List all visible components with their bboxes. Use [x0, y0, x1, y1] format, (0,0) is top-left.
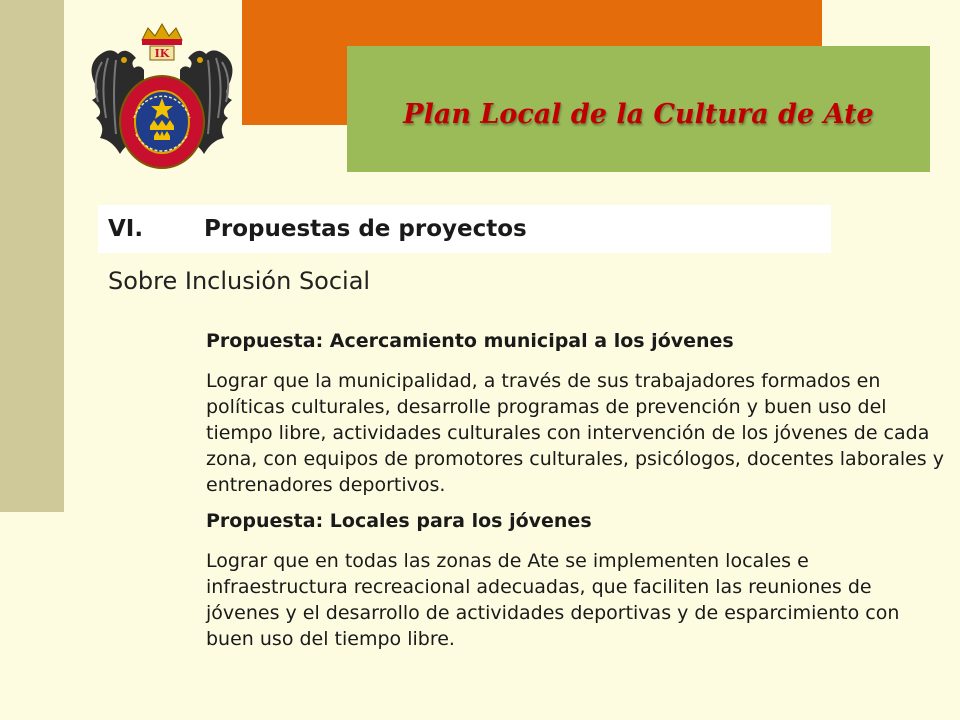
section-title: Propuestas de proyectos — [204, 216, 527, 242]
coat-of-arms-logo — [82, 22, 242, 178]
side-accent-bar — [0, 0, 64, 512]
section-heading-bar — [98, 205, 831, 253]
section-number: VI. — [108, 216, 144, 242]
title-banner — [347, 46, 930, 172]
proposal-2-heading: Propuesta: Locales para los jóvenes — [206, 510, 592, 532]
section-subtitle: Sobre Inclusión Social — [108, 267, 371, 295]
proposal-1-body: Lograr que la municipalidad, a través de sus trabajadores formados en políticas culturales, desarrolle programas de prevención y buen uso del tiempo libre, actividades culturales con intervención de los jóvenes de cada zona, con equipos de promotores culturales, psicólogos, docentes laborales y entrenadores deportivos. — [206, 370, 944, 496]
crest-banner-text: IK — [154, 47, 170, 60]
eagle-crest-icon — [82, 22, 242, 178]
proposal-2-body: Lograr que en todas las zonas de Ate se implementen locales e infraestructura recreacional adecuadas, que faciliten las reuniones de jóvenes y el desarrollo de actividades deportivas y de esparcimiento con buen uso del tiempo libre. — [206, 550, 900, 650]
page-title: Plan Local de la Cultura de Ate — [403, 98, 874, 130]
proposal-1-heading: Propuesta: Acercamiento municipal a los jóvenes — [206, 330, 734, 352]
proposals-list — [206, 328, 946, 662]
